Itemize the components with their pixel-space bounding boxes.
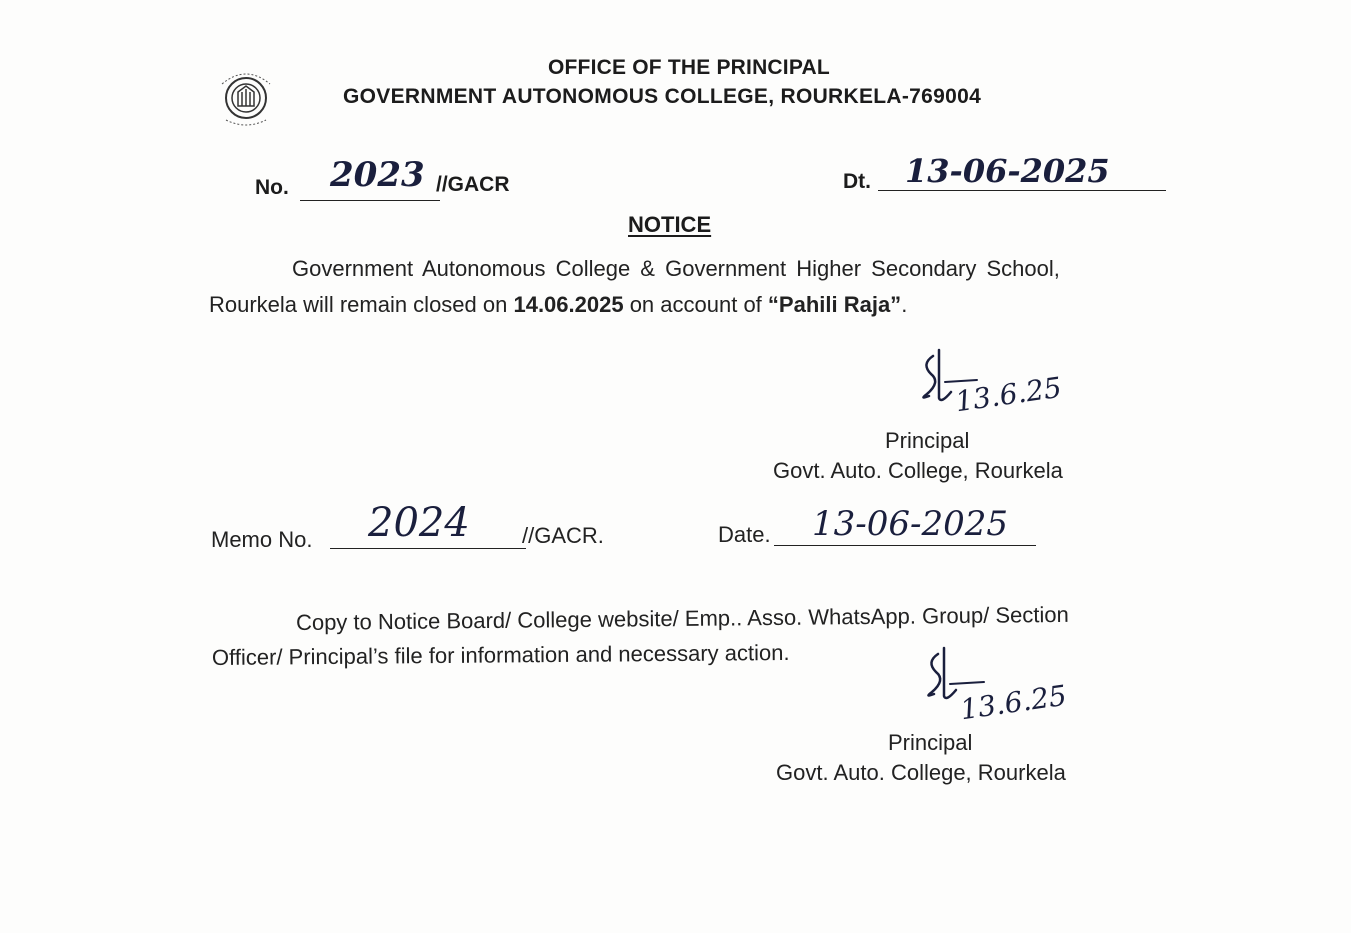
- notice-line-1: Government Autonomous College & Government Higher Secondary School,: [292, 256, 1060, 281]
- notice-line-2-start: Rourkela will remain closed on: [209, 292, 514, 317]
- memo-handwritten-value: 2024: [368, 500, 470, 546]
- notice-line-2-end: .: [901, 292, 908, 317]
- closure-date: 14.06.2025: [513, 292, 624, 317]
- memo-label: Memo No.: [211, 527, 313, 552]
- signature-1-office: Govt. Auto. College, Rourkela: [773, 458, 1063, 483]
- date-label: Dt.: [843, 170, 871, 193]
- signature-2-title: Principal: [888, 730, 973, 755]
- no-label: No.: [255, 176, 289, 199]
- no-handwritten-value: 2023: [330, 155, 425, 195]
- memo-suffix: //GACR.: [522, 523, 604, 548]
- signature-1-title: Principal: [885, 428, 970, 453]
- copy-line-1: Copy to Notice Board/ College website/ Emp.. Asso. WhatsApp. Group/ Section: [295, 601, 1069, 635]
- signature-1-date: 13.6.25: [953, 370, 1064, 419]
- date-handwritten-value: 13-06-2025: [905, 152, 1110, 190]
- notice-line-2-mid: on account of: [623, 292, 768, 317]
- college-emblem-icon: [212, 62, 280, 130]
- signature-2-office: Govt. Auto. College, Rourkela: [776, 760, 1066, 785]
- memo-date-label: Date.: [718, 522, 771, 547]
- memo-date-handwritten-value: 13-06-2025: [812, 504, 1009, 544]
- office-title: OFFICE OF THE PRINCIPAL: [548, 56, 830, 79]
- occasion-name: “Pahili Raja”: [767, 292, 902, 317]
- notice-line-2: [209, 292, 907, 318]
- signature-2-date: 13.6.25: [958, 678, 1069, 727]
- institution-title: GOVERNMENT AUTONOMOUS COLLEGE, ROURKELA-769004: [343, 85, 982, 108]
- notice-title: NOTICE: [628, 212, 712, 237]
- no-suffix: //GACR: [436, 173, 510, 196]
- copy-line-2: Officer/ Principal’s file for information and necessary action.: [211, 639, 790, 670]
